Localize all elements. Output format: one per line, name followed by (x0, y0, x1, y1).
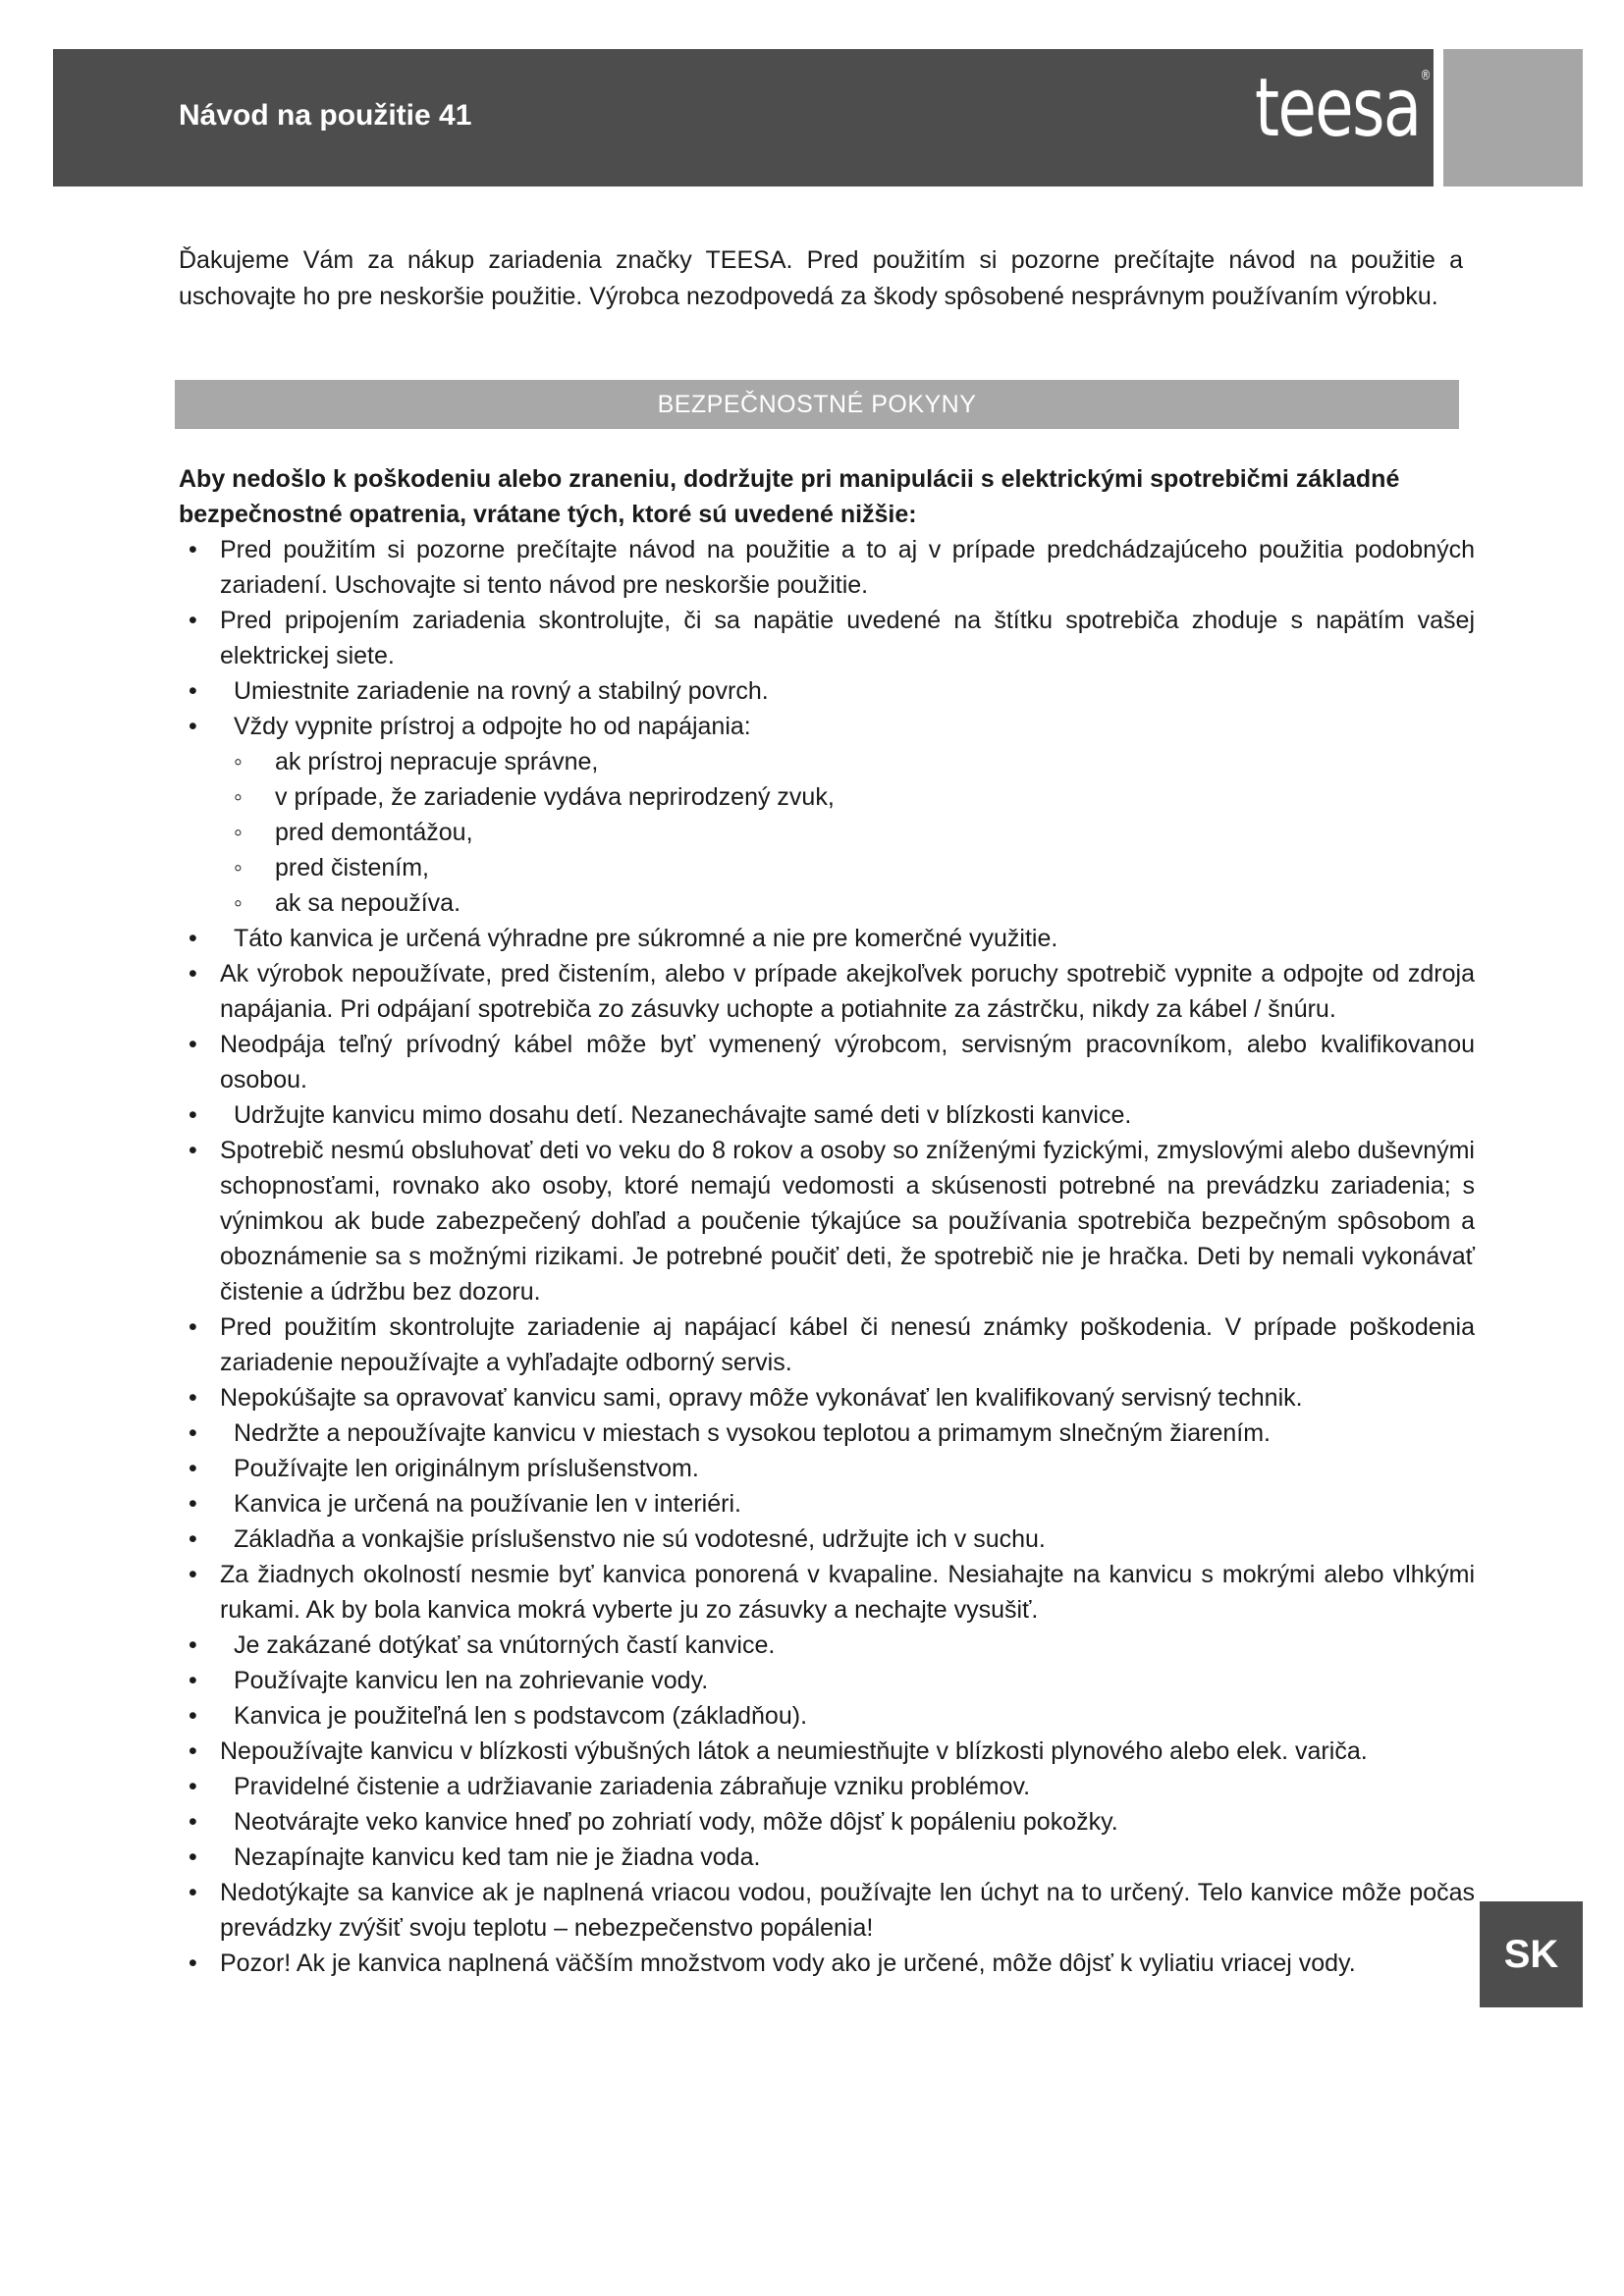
list-item: • Za žiadnych okolností nesmie byť kanvica ponorená v kvapaline. Nesiahajte na kanvicu s mokrými alebo vlhkými rukami. Ak by bola kanvica mokrá vyberte ju zo zásuvky a nechajte vysušiť. (179, 1557, 1475, 1628)
intro-paragraph: Ďakujeme Vám za nákup zariadenia značky TEESA. Pred použitím si pozorne prečítajte návod na použitie a uschovajte ho pre neskoršie použitie. Výrobca nezodpovedá za škody spôsobené nesprávnym používaním výrobku. (179, 246, 1463, 310)
list-item: • Spotrebič nesmú obsluhovať deti vo veku do 8 rokov a osoby so zníženými fyzickými, zmyslovými alebo duševnými schopnosťami, rovnako ako osoby, ktoré nemajú vedomosti a skúsenosti potrebné na prevádzku zariadenia; s výnimkou ak bude zabezpečený dohľad a poučenie týkajúce sa používania spotrebiča bezpečným spôsobom a oboznámenie sa s možnými rizikami. Je potrebné poučiť deti, že spotrebič nie je hračka. Deti by nemali vykonávať čistenie a údržbu bez dozoru. (179, 1133, 1475, 1309)
list-item-text: Vždy vypnite prístroj a odpojte ho od napájania: (234, 713, 751, 740)
sub-list-item: ◦ pred demontážou, (234, 815, 1475, 850)
list-item-unplug (179, 709, 1475, 921)
safety-rules-list (179, 532, 1475, 1981)
page-title: Návod na použitie 41 (179, 99, 472, 132)
list-item: • Kanvica je použiteľná len s podstavcom (základňou). (179, 1698, 1475, 1734)
list-item: • Neotvárajte veko kanvice hneď po zohriatí vody, môže dôjsť k popáleniu pokožky. (179, 1804, 1475, 1840)
list-item: • Nepoužívajte kanvicu v blízkosti výbušných látok a neumiestňujte v blízkosti plynového alebo elek. variča. (179, 1734, 1475, 1769)
list-item: • Je zakázané dotýkať sa vnútorných častí kanvice. (179, 1628, 1475, 1663)
header-side-block (1443, 49, 1583, 187)
list-item: • Kanvica je určená na používanie len v interiéri. (179, 1486, 1475, 1522)
list-item: • Pravidelné čistenie a udržiavanie zariadenia zábraňuje vzniku problémov. (179, 1769, 1475, 1804)
list-item: • Nezapínajte kanvicu ked tam nie je žiadna voda. (179, 1840, 1475, 1875)
list-item: • Táto kanvica je určená výhradne pre súkromné a nie pre komerčné využitie. (179, 921, 1475, 956)
list-item: • Používajte kanvicu len na zohrievanie vody. (179, 1663, 1475, 1698)
registered-mark: ® (1420, 68, 1430, 83)
logo-text: teesa (1255, 62, 1421, 155)
list-item: • Základňa a vonkajšie príslušenstvo nie sú vodotesné, udržujte ich v suchu. (179, 1522, 1475, 1557)
list-item: • Nedotýkajte sa kanvice ak je naplnená vriacou vodou, používajte len úchyt na to určený. Telo kanvice môže počas prevádzky zvýšiť svoju teplotu – nebezpečenstvo popálenia! (179, 1875, 1475, 1946)
list-item: • Pred použitím skontrolujte zariadenie aj napájací kábel či nenesú známky poškodenia. V prípade poškodenia zariadenie nepoužívajte a vyhľadajte odborný servis. (179, 1309, 1475, 1380)
list-item: • Ak výrobok nepoužívate, pred čistením, alebo v prípade akejkoľvek poruchy spotrebič vypnite a odpojte od zdroja napájania. Pri odpájaní spotrebiča zo zásuvky uchopte a potiahnite za zástrčku, nikdy za kábel / šnúru. (179, 956, 1475, 1027)
language-tab: SK (1480, 1901, 1583, 2007)
list-item: • Pred pripojením zariadenia skontrolujte, či sa napätie uvedené na štítku spotrebiča zhoduje s napätím vašej elektrickej siete. (179, 603, 1475, 673)
sub-list-item: ◦ v prípade, že zariadenie vydáva neprirodzený zvuk, (234, 779, 1475, 815)
safety-lead: Aby nedošlo k poškodeniu alebo zraneniu, dodržujte pri manipulácii s elektrickými spotrebičmi základné bezpečnostné opatrenia, vrátane tých, ktoré sú uvedené nižšie: (179, 465, 1400, 528)
section-title: BEZPEČNOSTNÉ POKYNY (175, 380, 1459, 429)
list-item: • Pozor! Ak je kanvica naplnená väčším množstvom vody ako je určené, môže dôjsť k vyliatiu vriacej vody. (179, 1946, 1475, 1981)
list-item: • Používajte len originálnym príslušenstvom. (179, 1451, 1475, 1486)
list-item: • Nepokúšajte sa opravovať kanvicu sami, opravy môže vykonávať len kvalifikovaný servisný technik. (179, 1380, 1475, 1415)
sub-list-item: ◦ ak prístroj nepracuje správne, (234, 744, 1475, 779)
sub-list-item: ◦ ak sa nepoužíva. (234, 885, 1475, 921)
list-item: • Udržujte kanvicu mimo dosahu detí. Nezanechávajte samé deti v blízkosti kanvice. (179, 1097, 1475, 1133)
list-item: • Nedržte a nepoužívajte kanvicu v miestach s vysokou teplotou a primamym slnečným žiarením. (179, 1415, 1475, 1451)
list-item: • Pred použitím si pozorne prečítajte návod na použitie a to aj v prípade predchádzajúceho použitia podobných zariadení. Uschovajte si tento návod pre neskoršie použitie. (179, 532, 1475, 603)
list-item: • Umiestnite zariadenie na rovný a stabilný povrch. (179, 673, 1475, 709)
sub-list-item: ◦ pred čistením, (234, 850, 1475, 885)
list-item: • Neodpája teľný prívodný kábel môže byť vymenený výrobcom, servisným pracovníkom, alebo kvalifikovanou osobou. (179, 1027, 1475, 1097)
unplug-cases-list (234, 744, 1475, 921)
teesa-logo (1255, 62, 1430, 155)
